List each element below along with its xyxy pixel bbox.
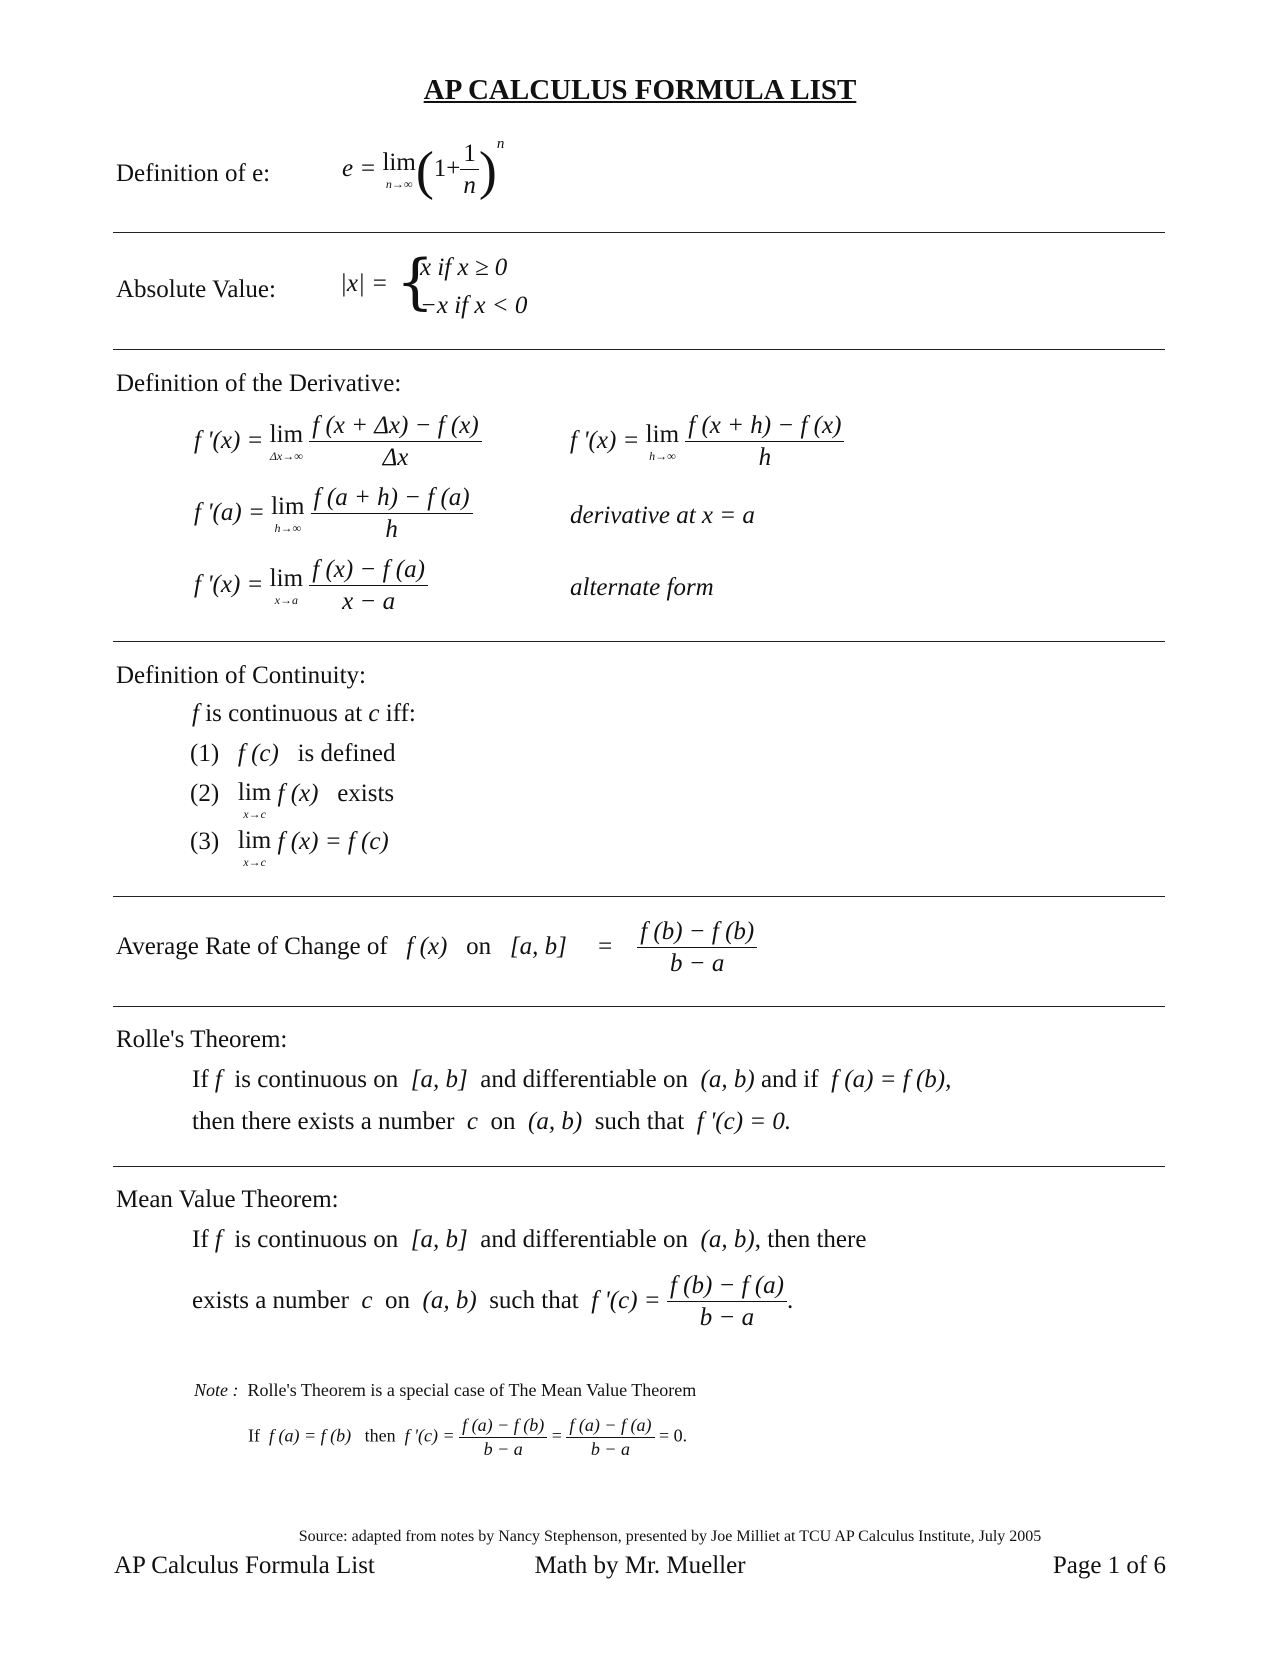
derivative-3-note: derivative at x = a bbox=[570, 502, 755, 529]
rolle-conclusion: f '(c) = 0. bbox=[696, 1108, 792, 1135]
frac-num: f (a) − f (b) bbox=[459, 1414, 547, 1438]
note-lhs: f '(c) = bbox=[404, 1425, 455, 1446]
continuity-text: is continuous at bbox=[198, 700, 369, 727]
e-frac-num: 1 bbox=[460, 138, 479, 170]
rolle-f: f bbox=[214, 1066, 222, 1093]
rolle-open-interval: (a, b) bbox=[700, 1066, 755, 1093]
e-lim-text: lim bbox=[382, 149, 416, 177]
e-definition-label: Definition of e: bbox=[116, 160, 271, 187]
mvt-f: f bbox=[214, 1226, 222, 1253]
avg-rate-equals: = bbox=[598, 933, 613, 961]
frac-num: f (b) − f (a) bbox=[667, 1270, 787, 1302]
e-lhs: e = bbox=[342, 155, 377, 182]
page-title: AP CALCULUS FORMULA LIST bbox=[423, 74, 857, 106]
derivative-2-frac bbox=[685, 410, 844, 475]
mvt-if: If bbox=[192, 1226, 209, 1253]
continuity-end: iff: bbox=[379, 700, 416, 727]
derivative-4-frac bbox=[309, 554, 428, 619]
avg-rate-label: Average Rate of Change of bbox=[116, 933, 388, 961]
mvt-period: . bbox=[787, 1287, 794, 1315]
abs-value-label: Absolute Value: bbox=[116, 276, 276, 303]
note-frac-1 bbox=[459, 1414, 547, 1461]
divider bbox=[113, 896, 1165, 897]
mvt-text: is continuous on bbox=[234, 1226, 399, 1253]
e-frac-den: n bbox=[463, 172, 476, 200]
note-equals: = bbox=[551, 1425, 562, 1446]
mvt-text: such that bbox=[489, 1287, 579, 1315]
divider bbox=[113, 1006, 1165, 1007]
rolle-open-interval: (a, b) bbox=[528, 1108, 583, 1135]
lim-sub: h→∞ bbox=[274, 521, 302, 536]
mvt-line-2 bbox=[192, 1270, 793, 1335]
divider bbox=[113, 1166, 1165, 1167]
condition-number: (3) bbox=[190, 828, 220, 855]
note-condition: f (a) = f (b) bbox=[269, 1425, 352, 1446]
condition-math: f (x) = f (c) bbox=[277, 828, 389, 855]
rolle-if: If bbox=[192, 1066, 209, 1093]
avg-rate-interval: [a, b] bbox=[509, 933, 567, 961]
frac-den: b − a bbox=[699, 1304, 755, 1332]
frac-num: f (x + h) − f (x) bbox=[685, 410, 844, 442]
note-text: Rolle's Theorem is a special case of The Mean Value Theorem bbox=[247, 1380, 697, 1400]
mvt-frac bbox=[667, 1270, 787, 1335]
mvt-c: c bbox=[361, 1287, 373, 1315]
frac-den: h bbox=[758, 444, 772, 472]
continuity-intro bbox=[192, 700, 416, 728]
frac-den: b − a bbox=[670, 950, 725, 978]
note-line-1 bbox=[194, 1380, 696, 1401]
derivative-2-lim bbox=[646, 422, 679, 462]
frac-num: f (a) − f (a) bbox=[566, 1414, 654, 1438]
mvt-open-interval: (a, b) bbox=[422, 1287, 477, 1315]
derivative-formula-4 bbox=[194, 554, 428, 619]
note-line-2 bbox=[248, 1414, 687, 1461]
footer-center: Math by Mr. Mueller bbox=[534, 1552, 746, 1579]
rolle-line-1 bbox=[192, 1066, 951, 1094]
divider bbox=[113, 232, 1165, 233]
rolle-text: such that bbox=[594, 1108, 685, 1135]
note-if: If bbox=[248, 1425, 260, 1446]
rolle-line-2 bbox=[192, 1108, 791, 1136]
avg-rate-formula bbox=[116, 916, 757, 981]
derivative-3-lhs: f '(a) = bbox=[194, 499, 265, 527]
rolle-text: is continuous on bbox=[234, 1066, 399, 1093]
lim-text: lim bbox=[237, 827, 272, 854]
derivative-1-lim bbox=[270, 422, 303, 462]
footer-source: Source: adapted from notes by Nancy Stephenson, presented by Joe Milliet at TCU AP Calculus Institute, July 2005 bbox=[298, 1528, 1042, 1545]
frac-num: f (b) − f (b) bbox=[637, 916, 757, 948]
right-paren: ) bbox=[478, 140, 497, 201]
avg-rate-frac bbox=[637, 916, 757, 981]
lim-text: lim bbox=[237, 779, 272, 806]
abs-value-lhs: |x| = bbox=[340, 270, 388, 297]
rolle-c: c bbox=[466, 1108, 479, 1135]
rolle-condition: f (a) = f (b), bbox=[831, 1066, 952, 1093]
continuity-condition-2 bbox=[190, 780, 394, 820]
note-then: then bbox=[364, 1425, 396, 1446]
frac-den: b − a bbox=[483, 1438, 523, 1459]
divider bbox=[113, 641, 1165, 642]
condition-text: exists bbox=[337, 780, 395, 807]
divider bbox=[113, 349, 1165, 350]
mvt-on: on bbox=[385, 1287, 411, 1315]
rolle-interval: [a, b] bbox=[410, 1066, 468, 1093]
lim-sub: x→a bbox=[274, 593, 298, 608]
lim-sub: Δx→∞ bbox=[269, 449, 303, 464]
abs-value-case-2: −x if x < 0 bbox=[420, 292, 528, 319]
continuity-condition-3 bbox=[190, 828, 389, 868]
continuity-label: Definition of Continuity: bbox=[116, 662, 366, 689]
note-frac-2 bbox=[566, 1414, 654, 1461]
lim-text: lim bbox=[269, 565, 304, 593]
derivative-1-lhs: f '(x) = bbox=[194, 427, 264, 455]
condition-lim bbox=[238, 780, 271, 820]
rolle-on: on bbox=[490, 1108, 516, 1135]
mvt-line-1 bbox=[192, 1226, 866, 1254]
continuity-f: f bbox=[192, 700, 199, 727]
derivative-4-lim bbox=[270, 566, 303, 606]
derivative-formula-3 bbox=[194, 482, 473, 547]
lim-text: lim bbox=[271, 493, 305, 521]
lim-text: lim bbox=[269, 421, 304, 449]
condition-math: f (x) bbox=[277, 780, 319, 807]
frac-den: Δx bbox=[382, 444, 409, 472]
e-exponent: n bbox=[496, 136, 505, 152]
condition-number: (1) bbox=[190, 740, 220, 767]
condition-lim bbox=[238, 828, 271, 868]
frac-den: x − a bbox=[342, 588, 396, 616]
derivative-formula-2 bbox=[570, 410, 844, 475]
lim-text: lim bbox=[645, 421, 680, 449]
frac-num: f (a + h) − f (a) bbox=[311, 482, 473, 514]
continuity-condition-1 bbox=[190, 740, 396, 768]
derivative-formula-1 bbox=[194, 410, 482, 475]
avg-rate-fx: f (x) bbox=[406, 933, 448, 961]
rolle-label: Rolle's Theorem: bbox=[116, 1026, 288, 1053]
frac-num: f (x + Δx) − f (x) bbox=[309, 410, 481, 442]
condition-text: is defined bbox=[297, 740, 396, 767]
e-lim bbox=[382, 150, 415, 190]
lim-sub: x→c bbox=[243, 807, 266, 821]
continuity-c: c bbox=[368, 700, 380, 727]
condition-number: (2) bbox=[190, 780, 220, 807]
e-lim-sub: n→∞ bbox=[385, 177, 413, 192]
derivative-3-frac bbox=[311, 482, 473, 547]
frac-num: f (x) − f (a) bbox=[309, 554, 428, 586]
e-frac bbox=[460, 138, 479, 203]
rolle-text: and differentiable on bbox=[480, 1066, 689, 1093]
derivative-4-note: alternate form bbox=[570, 574, 714, 601]
note-label: Note : bbox=[194, 1380, 239, 1400]
note-end: = 0. bbox=[659, 1425, 688, 1446]
lim-sub: h→∞ bbox=[649, 449, 676, 464]
abs-value-case-1: x if x ≥ 0 bbox=[420, 254, 508, 281]
rolle-text: then there exists a number bbox=[192, 1108, 455, 1135]
footer-page-number: Page 1 of 6 bbox=[1052, 1552, 1166, 1579]
e-definition-formula bbox=[342, 136, 504, 203]
derivative-3-lim bbox=[271, 494, 304, 534]
mvt-lhs: f '(c) = bbox=[591, 1287, 661, 1315]
mvt-interval: [a, b] bbox=[410, 1226, 468, 1253]
mvt-text: , then there bbox=[754, 1226, 867, 1253]
derivative-label: Definition of the Derivative: bbox=[116, 370, 402, 397]
derivative-1-frac bbox=[309, 410, 481, 475]
mvt-text: exists a number bbox=[192, 1287, 349, 1315]
e-one-plus: 1+ bbox=[433, 155, 461, 182]
avg-rate-on: on bbox=[466, 933, 492, 961]
footer-left: AP Calculus Formula List bbox=[114, 1552, 375, 1579]
mvt-label: Mean Value Theorem: bbox=[116, 1186, 339, 1213]
abs-value-brace: { bbox=[396, 247, 435, 317]
rolle-text: and if bbox=[760, 1066, 819, 1093]
derivative-2-lhs: f '(x) = bbox=[570, 427, 640, 455]
frac-den: h bbox=[385, 516, 398, 544]
derivative-4-lhs: f '(x) = bbox=[194, 571, 264, 599]
lim-sub: x→c bbox=[243, 855, 266, 869]
condition-math: f (c) bbox=[237, 740, 279, 767]
mvt-text: and differentiable on bbox=[480, 1226, 689, 1253]
mvt-open-interval: (a, b) bbox=[700, 1226, 755, 1253]
frac-den: b − a bbox=[590, 1438, 631, 1459]
left-paren: ( bbox=[415, 140, 434, 201]
